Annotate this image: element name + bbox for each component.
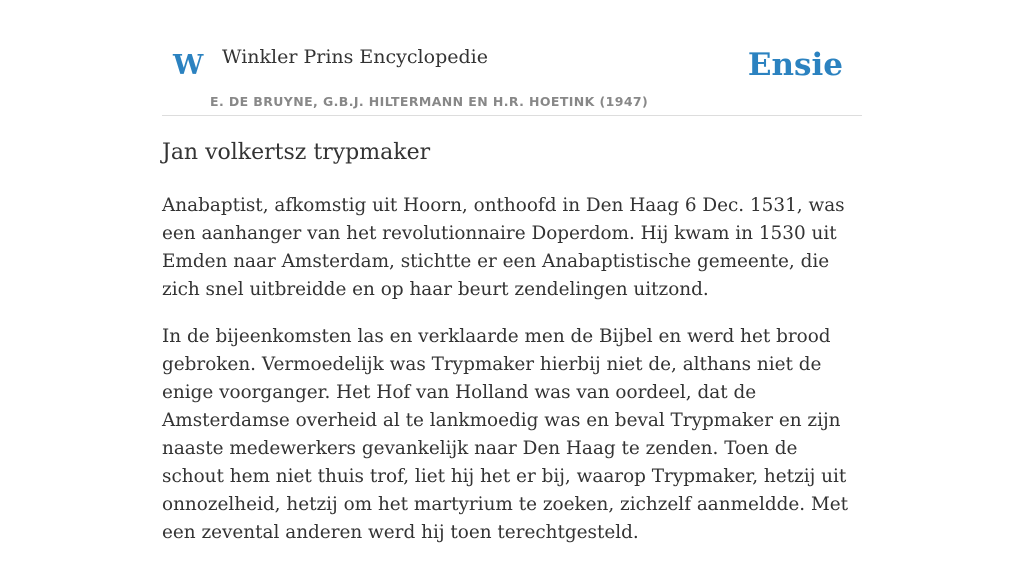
article-paragraph: Anabaptist, afkomstig uit Hoorn, onthoofd in Den Haag 6 Dec. 1531, was een aanhanger van het revolutionnaire Doperdom. Hij kwam in 1530 uit Emden naar Amsterdam, stichtte er een Anabaptistische gemeente, die zich snel uitbreidde en op haar beurt zendelingen uitzond. [162,195,845,300]
work-authors: E. DE BRUYNE, G.B.J. HILTERMANN EN H.R. HOETINK (1947) [210,94,649,109]
winkler-prins-logo[interactable]: W [173,50,204,81]
article-paragraph: In de bijeenkomsten las en verklaarde men de Bijbel en werd het brood gebroken. Vermoedelijk was Trypmaker hierbij niet de, althans niet de enige voorganger. Het Hof van Holland was van oordeel, dat de Amsterdamse overheid al te lankmoedig was en beval Trypmaker en zijn naaste medewerkers gevankelijk naar Den Haag te zenden. Toen de schout hem niet thuis trof, liet hij het er bij, waarop Trypmaker, hetzij uit onnozelheid, hetzij om het martyrium te zoeken, zichzelf aanmeldde. Met een zevental anderen werd hij toen terechtgesteld. [162,326,849,543]
page [162,0,862,543]
article-body [162,192,862,566]
work-title[interactable]: Winkler Prins Encyclopedie [222,46,488,68]
ensie-logo-link[interactable]: Ensie [747,47,843,83]
header [162,0,862,116]
article-title: Jan volkertsz trypmaker [162,140,431,165]
